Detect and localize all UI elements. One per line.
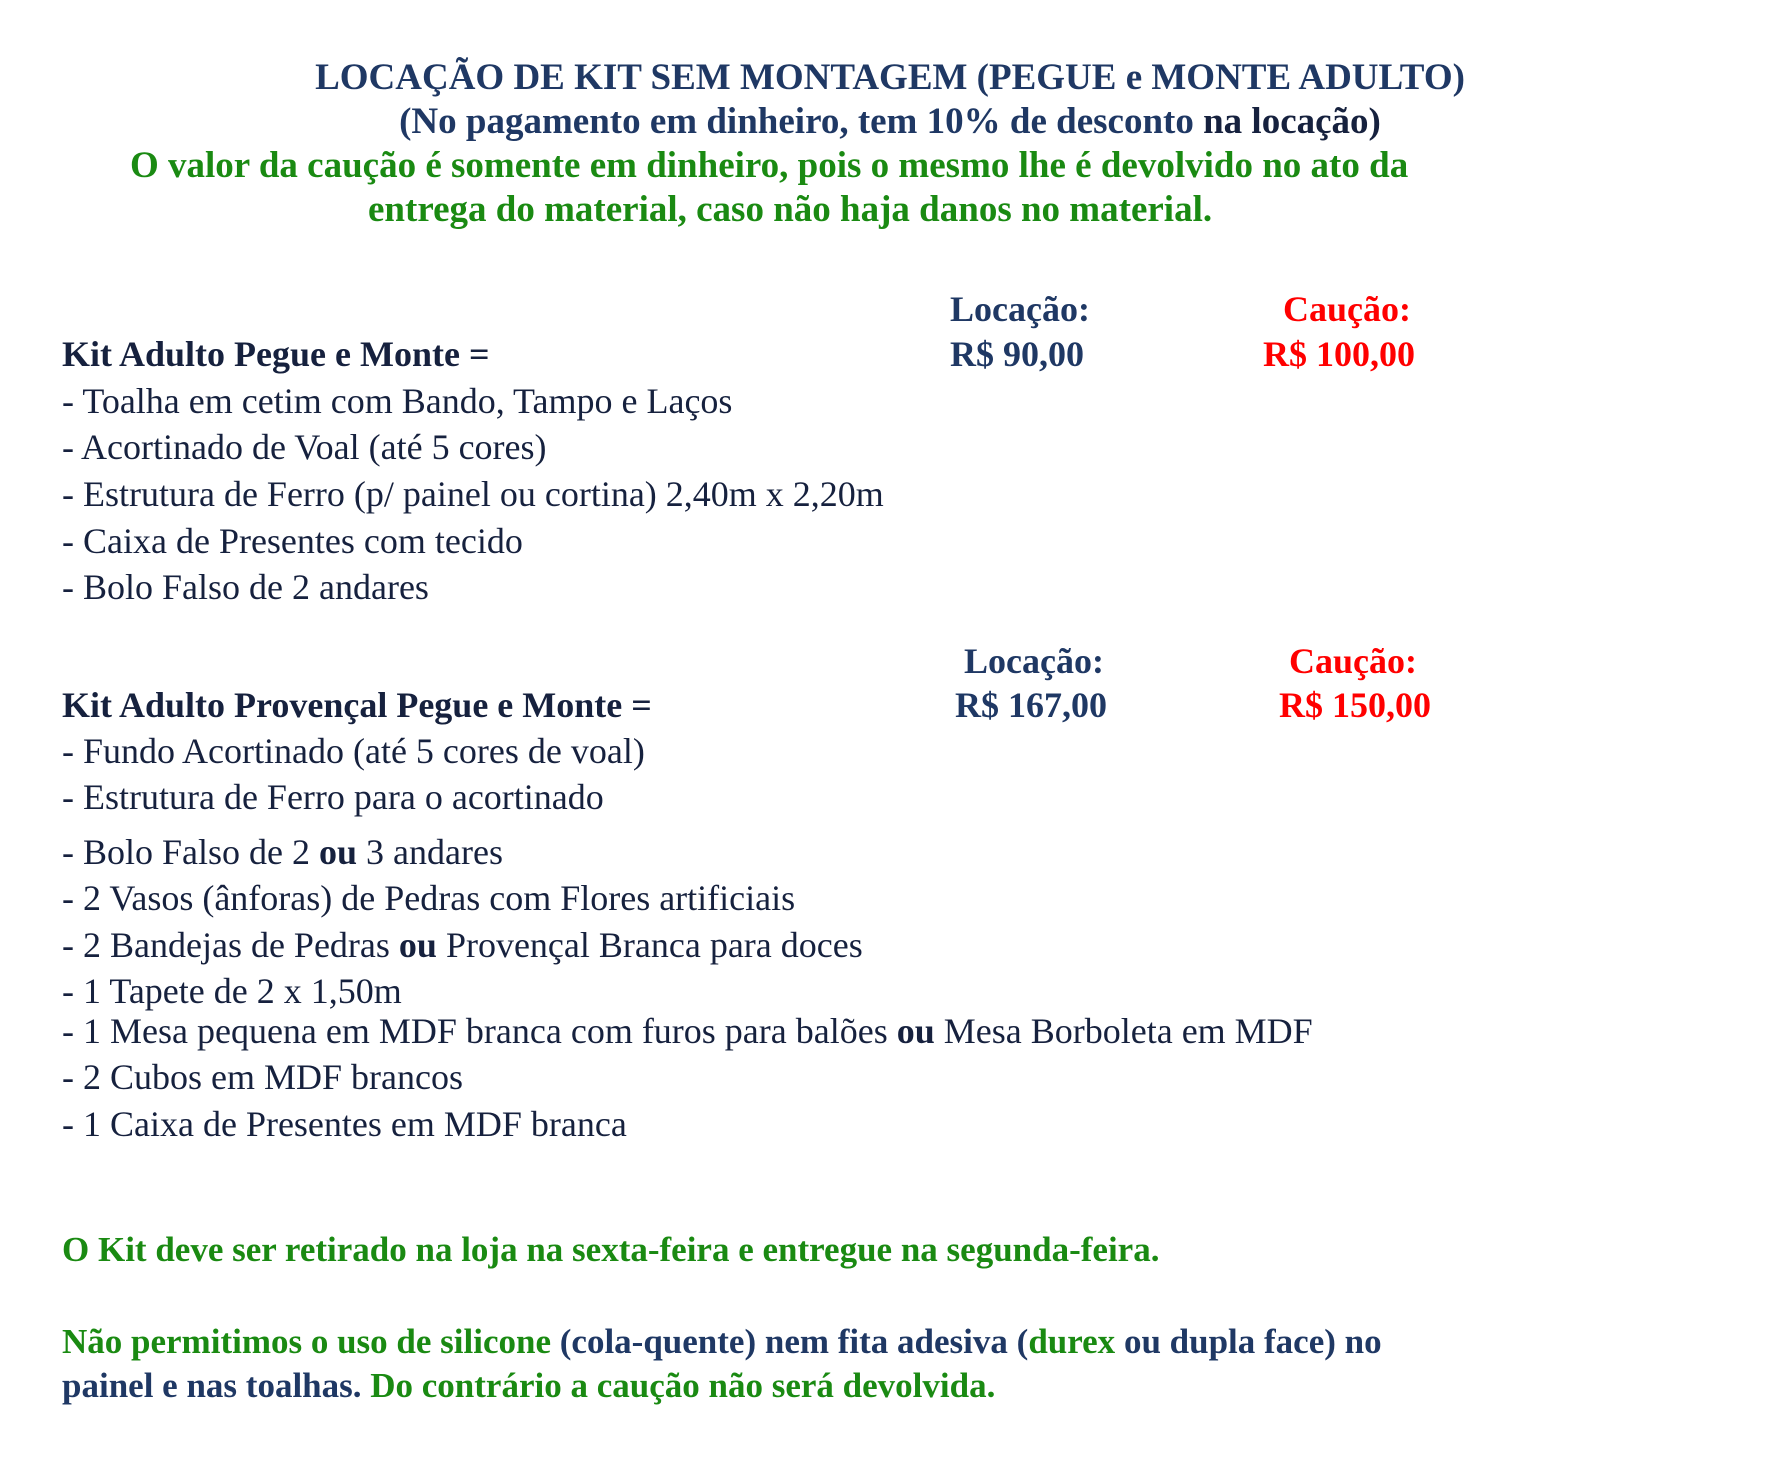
kit2-name: Kit Adulto Provençal Pegue e Monte = xyxy=(62,685,652,725)
discount-note xyxy=(0,100,1780,143)
kit1-deposit-label: Caução: xyxy=(1283,289,1411,329)
kit2-item-text: Mesa Borboleta em MDF xyxy=(934,1011,1313,1051)
discount-prefix: (No pagamento em dinheiro, tem 10% de desconto xyxy=(399,101,1194,142)
kit1-rental-label: Locação: xyxy=(950,289,1090,329)
page-title xyxy=(0,56,1780,99)
kit2-item-or: ou xyxy=(896,1011,935,1051)
restriction-note-line-1 xyxy=(62,1322,1382,1362)
kit2-item-text: - 2 Bandejas de Pedras xyxy=(62,925,399,965)
kit2-item-text: 3 andares xyxy=(357,832,503,872)
kit2-item: - 1 Tapete de 2 x 1,50m xyxy=(62,971,402,1011)
restriction-text: (cola-quente) nem fita adesiva ( xyxy=(551,1322,1029,1361)
kit2-item xyxy=(62,1010,1313,1052)
kit2-item-text: - 1 Mesa pequena em MDF branca com furos para balões xyxy=(62,1011,897,1051)
kit1-item: - Caixa de Presentes com tecido xyxy=(62,521,523,561)
kit2-item: - 2 Cubos em MDF brancos xyxy=(62,1057,463,1097)
restriction-text: painel e nas toalhas. xyxy=(62,1366,362,1405)
kit2-item-text: Provençal Branca para doces xyxy=(436,925,863,965)
kit1-rental-price: R$ 90,00 xyxy=(950,334,1084,374)
kit2-item: - Fundo Acortinado (até 5 cores de voal) xyxy=(62,731,645,771)
kit1-deposit-price: R$ 100,00 xyxy=(1263,334,1415,374)
kit1-item: - Estrutura de Ferro (p/ painel ou cortina) 2,40m x 2,20m xyxy=(62,474,884,514)
kit1-name: Kit Adulto Pegue e Monte = xyxy=(62,334,490,374)
kit2-item xyxy=(62,924,863,966)
kit2-item-or: ou xyxy=(398,925,437,965)
kit2-item: - 2 Vasos (ânforas) de Pedras com Flores artificiais xyxy=(62,878,796,918)
kit2-item: - 1 Caixa de Presentes em MDF branca xyxy=(62,1104,627,1144)
kit1-item: - Toalha em cetim com Bando, Tampo e Laços xyxy=(62,381,733,421)
restriction-text: durex xyxy=(1028,1322,1116,1361)
restriction-note-line-2 xyxy=(62,1366,995,1406)
kit2-deposit-price: R$ 150,00 xyxy=(1279,685,1431,725)
title-part-1: LOCAÇÃO DE KIT SEM MONTAGEM xyxy=(315,57,968,98)
deposit-note-line-1: O valor da caução é somente em dinheiro, pois o mesmo lhe é devolvido no ato da xyxy=(130,145,1409,186)
kit2-rental-label: Locação: xyxy=(964,641,1104,681)
kit2-item: - Estrutura de Ferro para o acortinado xyxy=(62,777,604,817)
deposit-note-line-2: entrega do material, caso não haja danos no material. xyxy=(368,189,1213,230)
title-part-2: (PEGUE e MONTE ADULTO) xyxy=(976,57,1465,98)
restriction-text: Do contrário a caução não será devolvida. xyxy=(361,1366,996,1405)
kit2-item-or: ou xyxy=(319,832,358,872)
pickup-note: O Kit deve ser retirado na loja na sexta-feira e entregue na segunda-feira. xyxy=(62,1230,1160,1269)
restriction-text: Não permitimos o uso de silicone xyxy=(62,1322,552,1361)
discount-suffix: na locação) xyxy=(1203,101,1381,142)
restriction-text: ou dupla face) no xyxy=(1115,1322,1382,1361)
kit1-item: - Acortinado de Voal (até 5 cores) xyxy=(62,427,547,467)
kit2-deposit-label: Caução: xyxy=(1289,641,1417,681)
kit2-item xyxy=(62,831,503,873)
kit1-item: - Bolo Falso de 2 andares xyxy=(62,567,429,607)
kit2-rental-price: R$ 167,00 xyxy=(955,685,1107,725)
kit2-item-text: - Bolo Falso de 2 xyxy=(62,832,319,872)
